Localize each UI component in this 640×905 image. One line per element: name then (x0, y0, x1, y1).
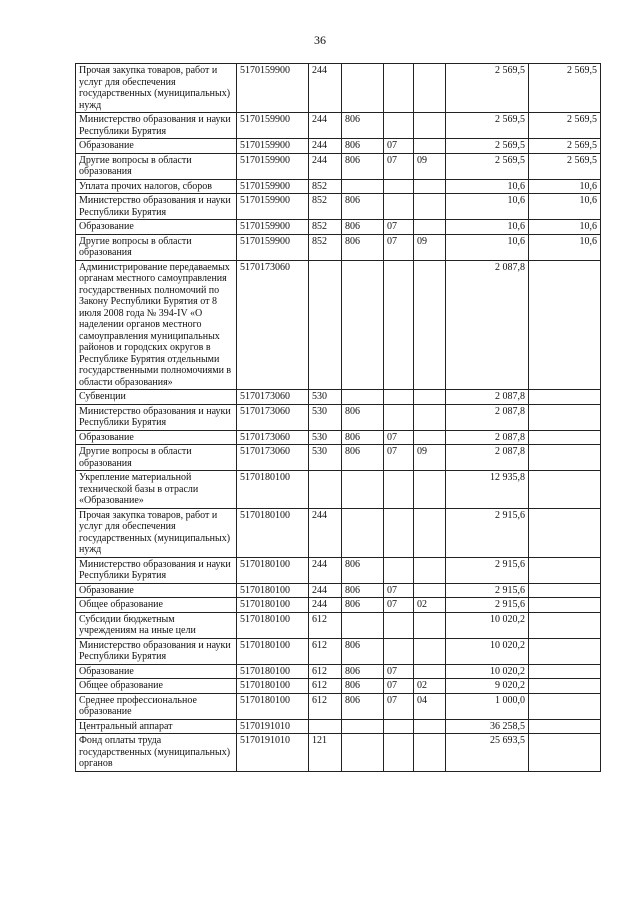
expense-type-cell: 852 (309, 194, 342, 220)
target-article-cell: 5170180100 (237, 557, 309, 583)
subsection-cell (414, 430, 446, 445)
amount-2-cell (529, 445, 601, 471)
amount-2-cell (529, 693, 601, 719)
target-article-cell: 5170180100 (237, 638, 309, 664)
subsection-cell (414, 113, 446, 139)
section-cell: 07 (384, 598, 414, 613)
expense-type-cell: 612 (309, 612, 342, 638)
target-article-cell: 5170180100 (237, 693, 309, 719)
section-cell: 07 (384, 664, 414, 679)
row-name-cell: Министерство образования и науки Республики Бурятия (76, 638, 237, 664)
subsection-cell (414, 194, 446, 220)
expense-type-cell (309, 260, 342, 390)
amount-2-cell (529, 430, 601, 445)
target-article-cell: 5170180100 (237, 508, 309, 557)
section-cell: 07 (384, 234, 414, 260)
row-name-cell: Образование (76, 139, 237, 154)
subsection-cell (414, 471, 446, 509)
expense-type-cell: 612 (309, 638, 342, 664)
amount-cell: 12 935,8 (446, 471, 529, 509)
amount-2-cell (529, 719, 601, 734)
amount-2-cell: 2 569,5 (529, 153, 601, 179)
ministry-code-cell (342, 734, 384, 772)
ministry-code-cell (342, 612, 384, 638)
subsection-cell (414, 404, 446, 430)
ministry-code-cell: 806 (342, 693, 384, 719)
expense-type-cell: 852 (309, 234, 342, 260)
subsection-cell (414, 220, 446, 235)
subsection-cell (414, 508, 446, 557)
section-cell: 07 (384, 430, 414, 445)
amount-2-cell: 10,6 (529, 220, 601, 235)
amount-cell: 25 693,5 (446, 734, 529, 772)
target-article-cell: 5170173060 (237, 404, 309, 430)
ministry-code-cell (342, 508, 384, 557)
expense-type-cell: 612 (309, 679, 342, 694)
row-name-cell: Министерство образования и науки Республики Бурятия (76, 113, 237, 139)
expense-type-cell: 852 (309, 179, 342, 194)
target-article-cell: 5170173060 (237, 430, 309, 445)
expense-type-cell: 852 (309, 220, 342, 235)
row-name-cell: Министерство образования и науки Республики Бурятия (76, 404, 237, 430)
subsection-cell: 02 (414, 679, 446, 694)
section-cell (384, 638, 414, 664)
section-cell: 07 (384, 220, 414, 235)
ministry-code-cell: 806 (342, 445, 384, 471)
expense-type-cell (309, 719, 342, 734)
row-name-cell: Образование (76, 583, 237, 598)
ministry-code-cell: 806 (342, 430, 384, 445)
table-row (76, 557, 601, 583)
row-name-cell: Другие вопросы в области образования (76, 153, 237, 179)
ministry-code-cell: 806 (342, 557, 384, 583)
row-name-cell: Общее образование (76, 679, 237, 694)
target-article-cell: 5170180100 (237, 664, 309, 679)
subsection-cell (414, 638, 446, 664)
row-name-cell: Уплата прочих налогов, сборов (76, 179, 237, 194)
subsection-cell: 02 (414, 598, 446, 613)
ministry-code-cell (342, 719, 384, 734)
amount-2-cell: 10,6 (529, 234, 601, 260)
section-cell (384, 390, 414, 405)
subsection-cell: 09 (414, 153, 446, 179)
amount-2-cell (529, 734, 601, 772)
amount-2-cell (529, 390, 601, 405)
target-article-cell: 5170159900 (237, 64, 309, 113)
budget-table-body (76, 64, 601, 772)
section-cell: 07 (384, 153, 414, 179)
table-row (76, 179, 601, 194)
amount-cell: 2 915,6 (446, 598, 529, 613)
table-row (76, 445, 601, 471)
amount-cell: 2 915,6 (446, 557, 529, 583)
row-name-cell: Фонд оплаты труда государственных (муниципальных) органов (76, 734, 237, 772)
target-article-cell: 5170173060 (237, 445, 309, 471)
amount-2-cell (529, 679, 601, 694)
row-name-cell: Прочая закупка товаров, работ и услуг для обеспечения государственных (муниципальных) нужд (76, 508, 237, 557)
amount-cell: 2 087,8 (446, 404, 529, 430)
section-cell (384, 471, 414, 509)
amount-2-cell (529, 404, 601, 430)
amount-2-cell (529, 598, 601, 613)
target-article-cell: 5170180100 (237, 583, 309, 598)
ministry-code-cell: 806 (342, 404, 384, 430)
amount-cell: 10 020,2 (446, 664, 529, 679)
amount-2-cell (529, 557, 601, 583)
subsection-cell: 04 (414, 693, 446, 719)
table-row (76, 139, 601, 154)
amount-cell: 2 915,6 (446, 583, 529, 598)
amount-cell: 2 569,5 (446, 64, 529, 113)
table-row (76, 508, 601, 557)
table-row (76, 194, 601, 220)
amount-2-cell (529, 638, 601, 664)
row-name-cell: Министерство образования и науки Республики Бурятия (76, 557, 237, 583)
amount-cell: 2 569,5 (446, 139, 529, 154)
expense-type-cell: 530 (309, 445, 342, 471)
subsection-cell (414, 390, 446, 405)
section-cell (384, 64, 414, 113)
ministry-code-cell: 806 (342, 638, 384, 664)
table-row (76, 612, 601, 638)
table-row (76, 583, 601, 598)
section-cell (384, 194, 414, 220)
row-name-cell: Образование (76, 430, 237, 445)
ministry-code-cell: 806 (342, 194, 384, 220)
row-name-cell: Общее образование (76, 598, 237, 613)
ministry-code-cell (342, 64, 384, 113)
amount-cell: 2 915,6 (446, 508, 529, 557)
budget-table (75, 63, 601, 772)
subsection-cell: 09 (414, 234, 446, 260)
amount-cell: 2 569,5 (446, 113, 529, 139)
section-cell (384, 612, 414, 638)
amount-2-cell: 10,6 (529, 179, 601, 194)
section-cell (384, 113, 414, 139)
table-row (76, 719, 601, 734)
target-article-cell: 5170173060 (237, 260, 309, 390)
amount-2-cell (529, 583, 601, 598)
amount-cell: 2 087,8 (446, 260, 529, 390)
ministry-code-cell (342, 260, 384, 390)
expense-type-cell: 530 (309, 404, 342, 430)
ministry-code-cell (342, 390, 384, 405)
ministry-code-cell: 806 (342, 153, 384, 179)
section-cell: 07 (384, 693, 414, 719)
amount-cell: 2 087,8 (446, 445, 529, 471)
row-name-cell: Министерство образования и науки Республики Бурятия (76, 194, 237, 220)
expense-type-cell: 244 (309, 598, 342, 613)
section-cell (384, 260, 414, 390)
row-name-cell: Образование (76, 220, 237, 235)
section-cell: 07 (384, 583, 414, 598)
table-row (76, 64, 601, 113)
subsection-cell (414, 139, 446, 154)
table-row (76, 734, 601, 772)
expense-type-cell: 244 (309, 153, 342, 179)
expense-type-cell: 530 (309, 390, 342, 405)
amount-2-cell: 2 569,5 (529, 64, 601, 113)
subsection-cell (414, 557, 446, 583)
table-row (76, 404, 601, 430)
row-name-cell: Субвенции (76, 390, 237, 405)
table-row (76, 220, 601, 235)
expense-type-cell: 530 (309, 430, 342, 445)
row-name-cell: Субсидии бюджетным учреждениям на иные цели (76, 612, 237, 638)
table-row (76, 598, 601, 613)
target-article-cell: 5170180100 (237, 612, 309, 638)
subsection-cell (414, 179, 446, 194)
subsection-cell (414, 734, 446, 772)
target-article-cell: 5170159900 (237, 234, 309, 260)
ministry-code-cell: 806 (342, 664, 384, 679)
target-article-cell: 5170180100 (237, 679, 309, 694)
subsection-cell (414, 583, 446, 598)
amount-cell: 2 087,8 (446, 390, 529, 405)
subsection-cell (414, 664, 446, 679)
row-name-cell: Центральный аппарат (76, 719, 237, 734)
table-row (76, 693, 601, 719)
ministry-code-cell: 806 (342, 220, 384, 235)
section-cell: 07 (384, 445, 414, 471)
target-article-cell: 5170191010 (237, 719, 309, 734)
section-cell: 07 (384, 139, 414, 154)
amount-cell: 1 000,0 (446, 693, 529, 719)
row-name-cell: Другие вопросы в области образования (76, 445, 237, 471)
amount-2-cell (529, 260, 601, 390)
row-name-cell: Прочая закупка товаров, работ и услуг для обеспечения государственных (муниципальных) нужд (76, 64, 237, 113)
page-number: 36 (314, 33, 326, 47)
subsection-cell (414, 260, 446, 390)
table-row (76, 679, 601, 694)
expense-type-cell: 244 (309, 557, 342, 583)
section-cell (384, 179, 414, 194)
section-cell (384, 734, 414, 772)
amount-cell: 36 258,5 (446, 719, 529, 734)
ministry-code-cell: 806 (342, 679, 384, 694)
table-row (76, 390, 601, 405)
table-row (76, 430, 601, 445)
amount-cell: 10,6 (446, 234, 529, 260)
target-article-cell: 5170159900 (237, 153, 309, 179)
expense-type-cell: 244 (309, 139, 342, 154)
table-row (76, 471, 601, 509)
table-row (76, 260, 601, 390)
expense-type-cell: 244 (309, 508, 342, 557)
amount-2-cell (529, 664, 601, 679)
amount-2-cell (529, 508, 601, 557)
target-article-cell: 5170180100 (237, 598, 309, 613)
amount-2-cell: 2 569,5 (529, 113, 601, 139)
expense-type-cell: 244 (309, 64, 342, 113)
table-row (76, 113, 601, 139)
expense-type-cell: 612 (309, 664, 342, 679)
table-row (76, 234, 601, 260)
expense-type-cell: 244 (309, 583, 342, 598)
ministry-code-cell: 806 (342, 598, 384, 613)
amount-cell: 10,6 (446, 194, 529, 220)
subsection-cell (414, 64, 446, 113)
amount-cell: 10 020,2 (446, 638, 529, 664)
target-article-cell: 5170159900 (237, 220, 309, 235)
row-name-cell: Среднее профессиональное образование (76, 693, 237, 719)
row-name-cell: Другие вопросы в области образования (76, 234, 237, 260)
target-article-cell: 5170159900 (237, 113, 309, 139)
target-article-cell: 5170191010 (237, 734, 309, 772)
ministry-code-cell: 806 (342, 113, 384, 139)
subsection-cell (414, 719, 446, 734)
subsection-cell (414, 612, 446, 638)
target-article-cell: 5170159900 (237, 194, 309, 220)
section-cell: 07 (384, 679, 414, 694)
expense-type-cell (309, 471, 342, 509)
amount-2-cell: 10,6 (529, 194, 601, 220)
table-row (76, 153, 601, 179)
expense-type-cell: 121 (309, 734, 342, 772)
table-row (76, 638, 601, 664)
amount-cell: 2 569,5 (446, 153, 529, 179)
expense-type-cell: 244 (309, 113, 342, 139)
amount-2-cell (529, 471, 601, 509)
target-article-cell: 5170173060 (237, 390, 309, 405)
subsection-cell: 09 (414, 445, 446, 471)
amount-cell: 9 020,2 (446, 679, 529, 694)
expense-type-cell: 612 (309, 693, 342, 719)
section-cell (384, 557, 414, 583)
row-name-cell: Администрирование передаваемых органам местного самоуправления государственных полномочий по Закону Республики Бурятия от 8 июля 2008 года № 394-IV «О наделении органов местного самоуправления муниципальных районов и городских округов в Республике Бурятия отдельными государственными полномочиями в области образования» (76, 260, 237, 390)
section-cell (384, 404, 414, 430)
table-row (76, 664, 601, 679)
target-article-cell: 5170159900 (237, 179, 309, 194)
ministry-code-cell (342, 179, 384, 194)
target-article-cell: 5170159900 (237, 139, 309, 154)
row-name-cell: Укрепление материальной технической базы в отрасли «Образование» (76, 471, 237, 509)
amount-cell: 10 020,2 (446, 612, 529, 638)
amount-cell: 10,6 (446, 220, 529, 235)
row-name-cell: Образование (76, 664, 237, 679)
ministry-code-cell: 806 (342, 139, 384, 154)
ministry-code-cell: 806 (342, 234, 384, 260)
section-cell (384, 508, 414, 557)
section-cell (384, 719, 414, 734)
amount-2-cell (529, 612, 601, 638)
target-article-cell: 5170180100 (237, 471, 309, 509)
amount-2-cell: 2 569,5 (529, 139, 601, 154)
amount-cell: 2 087,8 (446, 430, 529, 445)
ministry-code-cell (342, 471, 384, 509)
ministry-code-cell: 806 (342, 583, 384, 598)
amount-cell: 10,6 (446, 179, 529, 194)
